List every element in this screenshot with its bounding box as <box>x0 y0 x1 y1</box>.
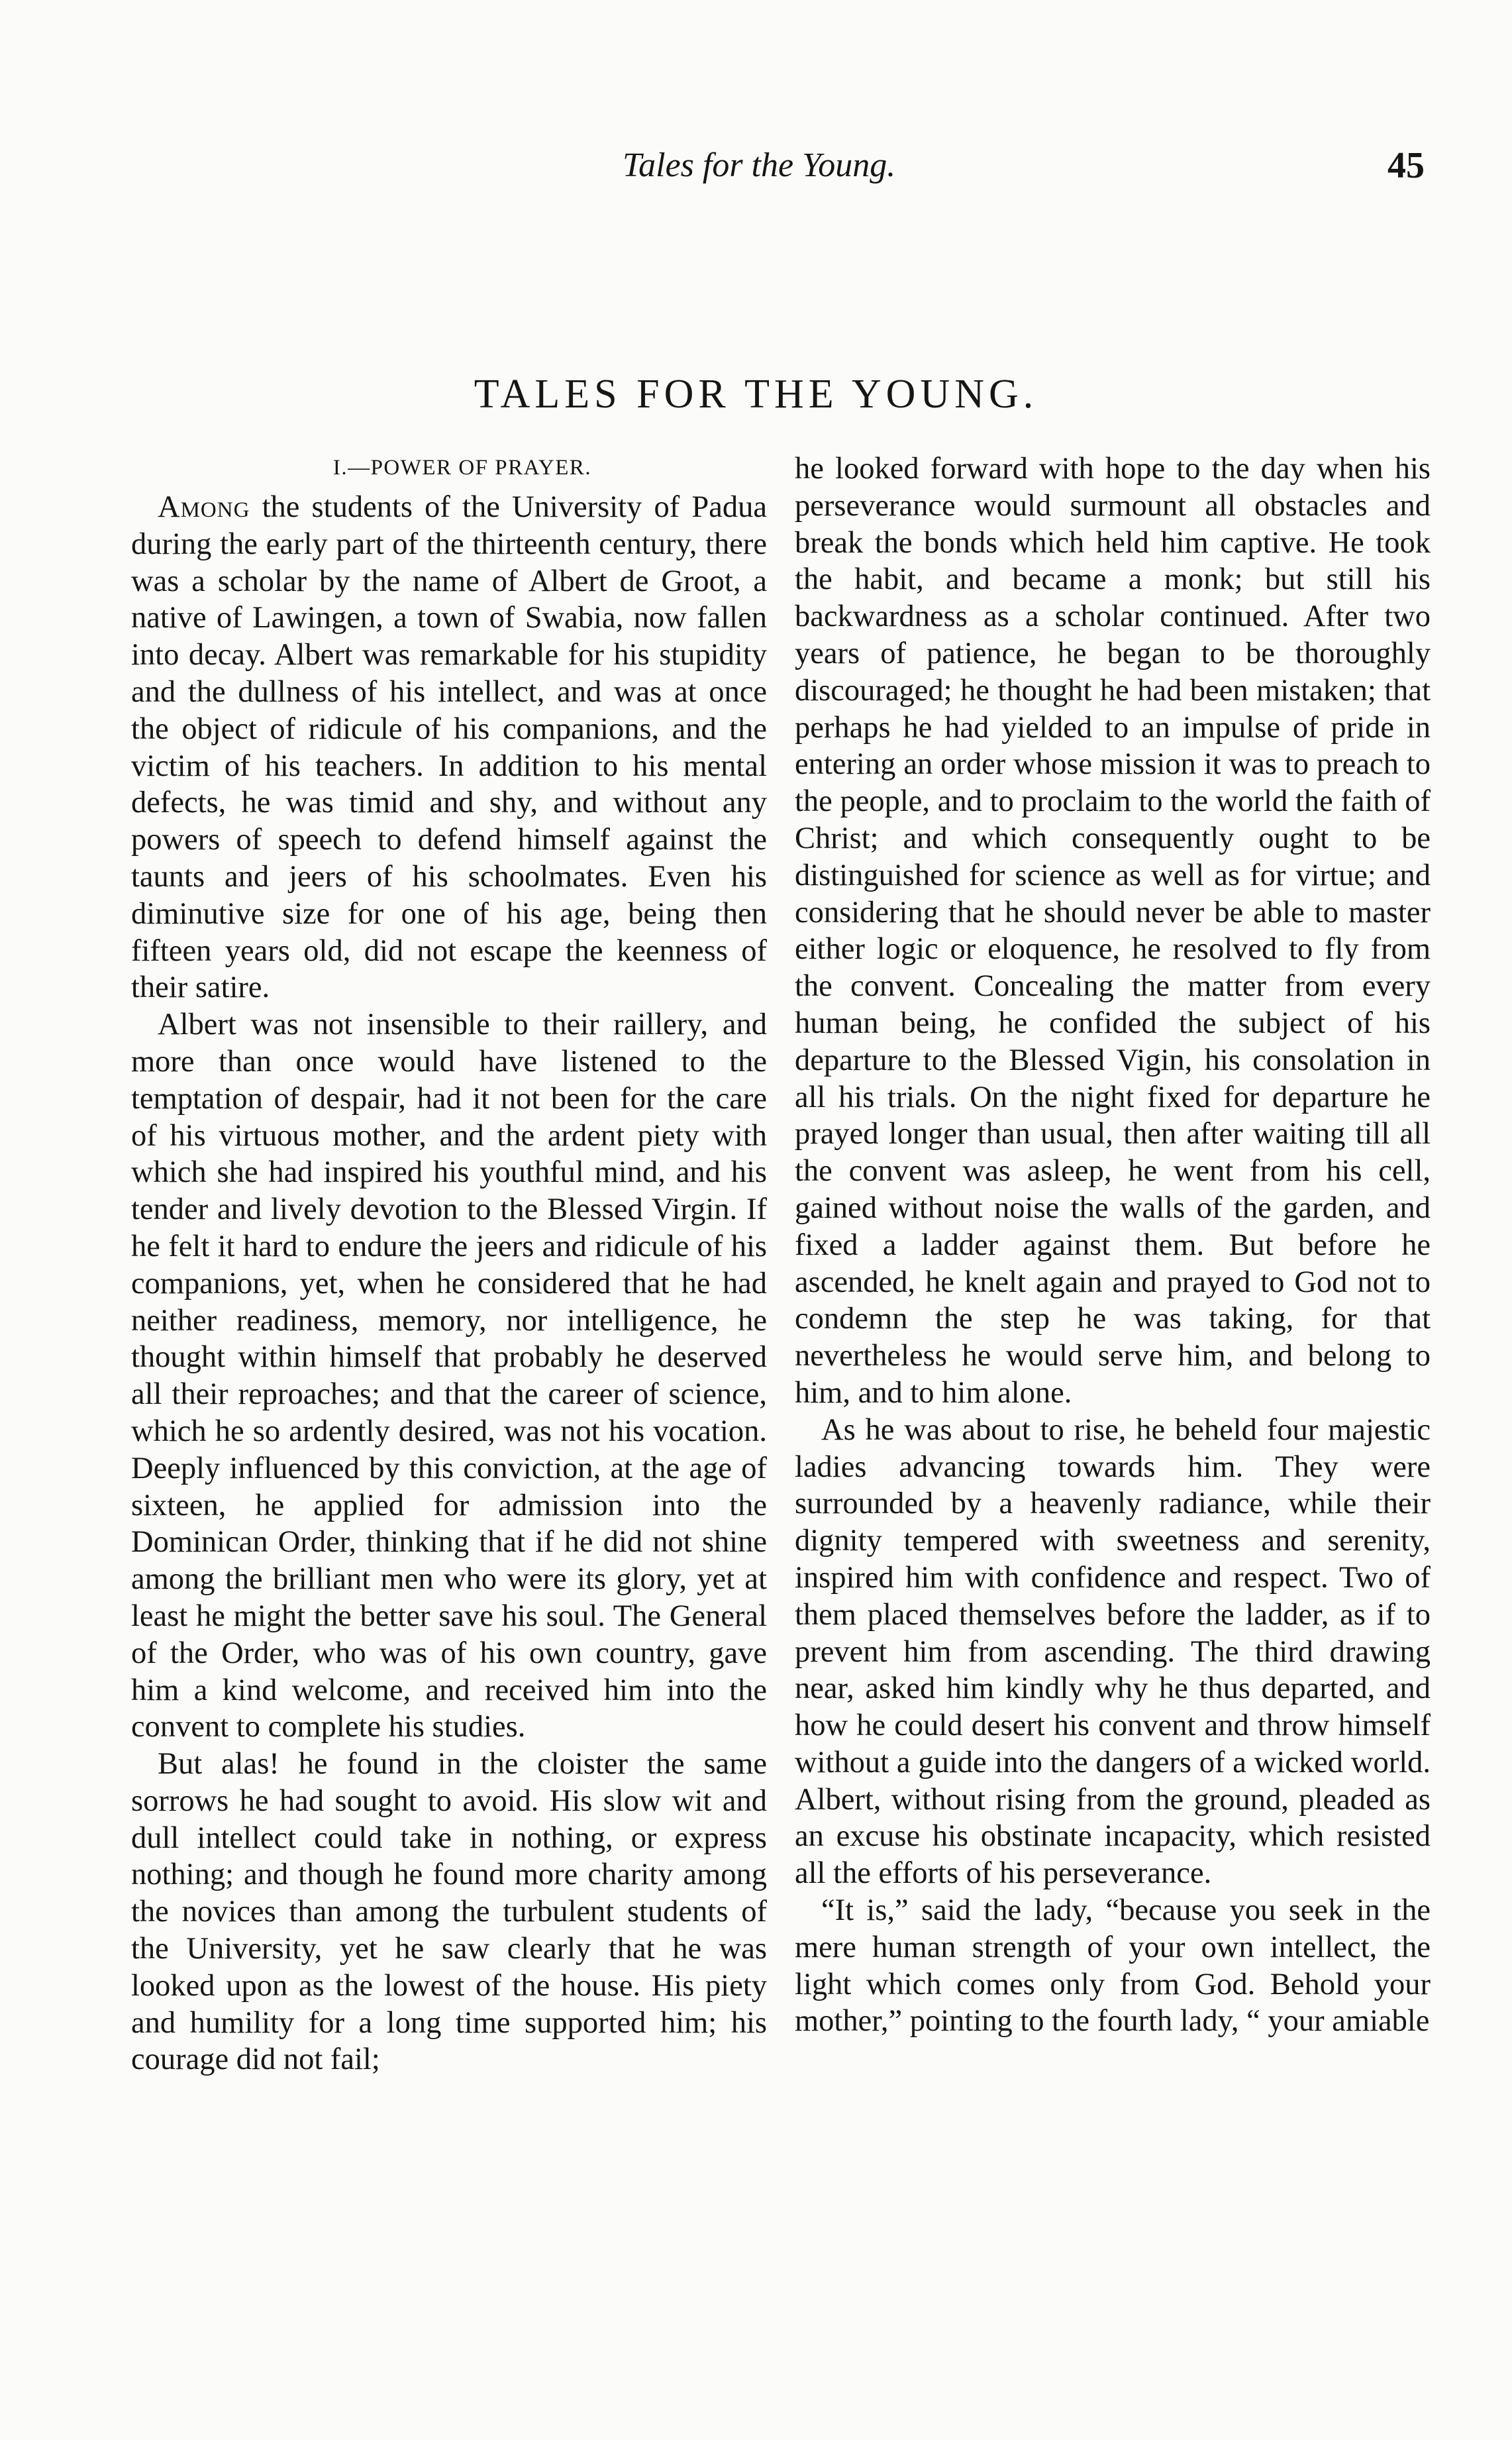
right-column <box>795 451 1431 2040</box>
section-heading: I.—POWER OF PRAYER. <box>332 456 592 480</box>
running-header <box>0 133 1512 192</box>
paragraph: But alas! he found in the cloister the same sorrows he had sought to avoid. His slow wit and dull intellect could take in nothing, or express nothing; and though he found more charity among the novices than among the turbulent students of the University, yet he saw clearly that he was looked upon as the lowest of the house. His piety and humility for a long time supported him; his courage did not fail; <box>131 1747 767 2077</box>
paragraph-text: the students of the University of Padua during the early part of the thirteenth century, there was a scholar by the name of Albert de Groot, a native of Lawingen, a town of Swabia, now fallen into decay. Albert was remarkable for his stupidity and the dullness of his intellect, and was at once the object of ridicule of his companions, and the victim of his teachers. In addition to his mental defects, he was timid and shy, and without any powers of speech to defend himself against the taunts and jeers of his schoolmates. Even his diminutive size for one of his age, being then fifteen years old, did not escape the keenness of their satire. <box>131 490 767 1005</box>
page-number: 45 <box>1387 145 1425 186</box>
paragraph <box>131 489 767 1006</box>
opening-word: Among <box>158 490 250 524</box>
article-title: TALES FOR THE YOUNG. <box>474 372 1038 417</box>
left-column <box>131 451 767 2078</box>
paragraph: As he was about to rise, he beheld four majestic ladies advancing towards him. They were surrounded by a heavenly radiance, while their dignity tempered with sweetness and serenity, inspired him with confidence and respect. Two of them placed themselves before the ladder, as if to prevent him from ascending. The third drawing near, asked him kindly why he thus departed, and how he could desert his convent and throw himself without a guide into the dangers of a wicked world. Albert, without rising from the ground, pleaded as an excuse his obstinate incapacity, which resisted all the efforts of his perseverance. <box>795 1412 1431 1891</box>
paragraph: Albert was not insensible to their raillery, and more than once would have listened to the temptation of despair, had it not been for the care of his virtuous mother, and the ardent piety with which she had inspired his youthful mind, and his tender and lively devotion to the Blessed Virgin. If he felt it hard to endure the jeers and ridicule of his companions, yet, when he considered that he had neither readiness, memory, nor intelligence, he thought within himself that probably he deserved all their reproaches; and that the career of science, which he so ardently desired, was not his vocation. Deeply influenced by this conviction, at the age of sixteen, he applied for admission into the Dominican Order, thinking that if he did not shine among the brilliant men who were its glory, yet at least he might the better save his soul. The General of the Order, who was of his own country, gave him a kind welcome, and received him into the convent to complete his studies. <box>131 1008 767 1744</box>
paragraph: he looked forward with hope to the day when his perseverance would surmount all obstacles and break the bonds which held him captive. He took the habit, and became a monk; but still his backwardness as a scholar continued. After two years of patience, he began to be thoroughly discouraged; he thought he had been mistaken; that perhaps he had yielded to an impulse of pride in entering an order whose mission it was to preach to the people, and to proclaim to the world the faith of Christ; and which consequently ought to be distinguished for science as well as for virtue; and considering that he should never be able to master either logic or eloquence, he resolved to fly from the convent. Concealing the matter from every human being, he confided the subject of his departure to the Blessed Vigin, his consolation in all his trials. On the night fixed for departure he prayed longer than usual, then after waiting till all the convent was asleep, he went from his cell, gained without noise the walls of the garden, and fixed a ladder against them. But before he ascended, he knelt again and prayed to God not to condemn the step he was taking, for that nevertheless he would serve him, and belong to him, and to him alone. <box>795 452 1431 1410</box>
paragraph: “It is,” said the lady, “because you seek in the mere human strength of your own intellect, the light which comes only from God. Behold your mother,” pointing to the fourth lady, “ your amiable <box>795 1893 1431 2039</box>
running-title: Tales for the Young. <box>623 146 896 184</box>
